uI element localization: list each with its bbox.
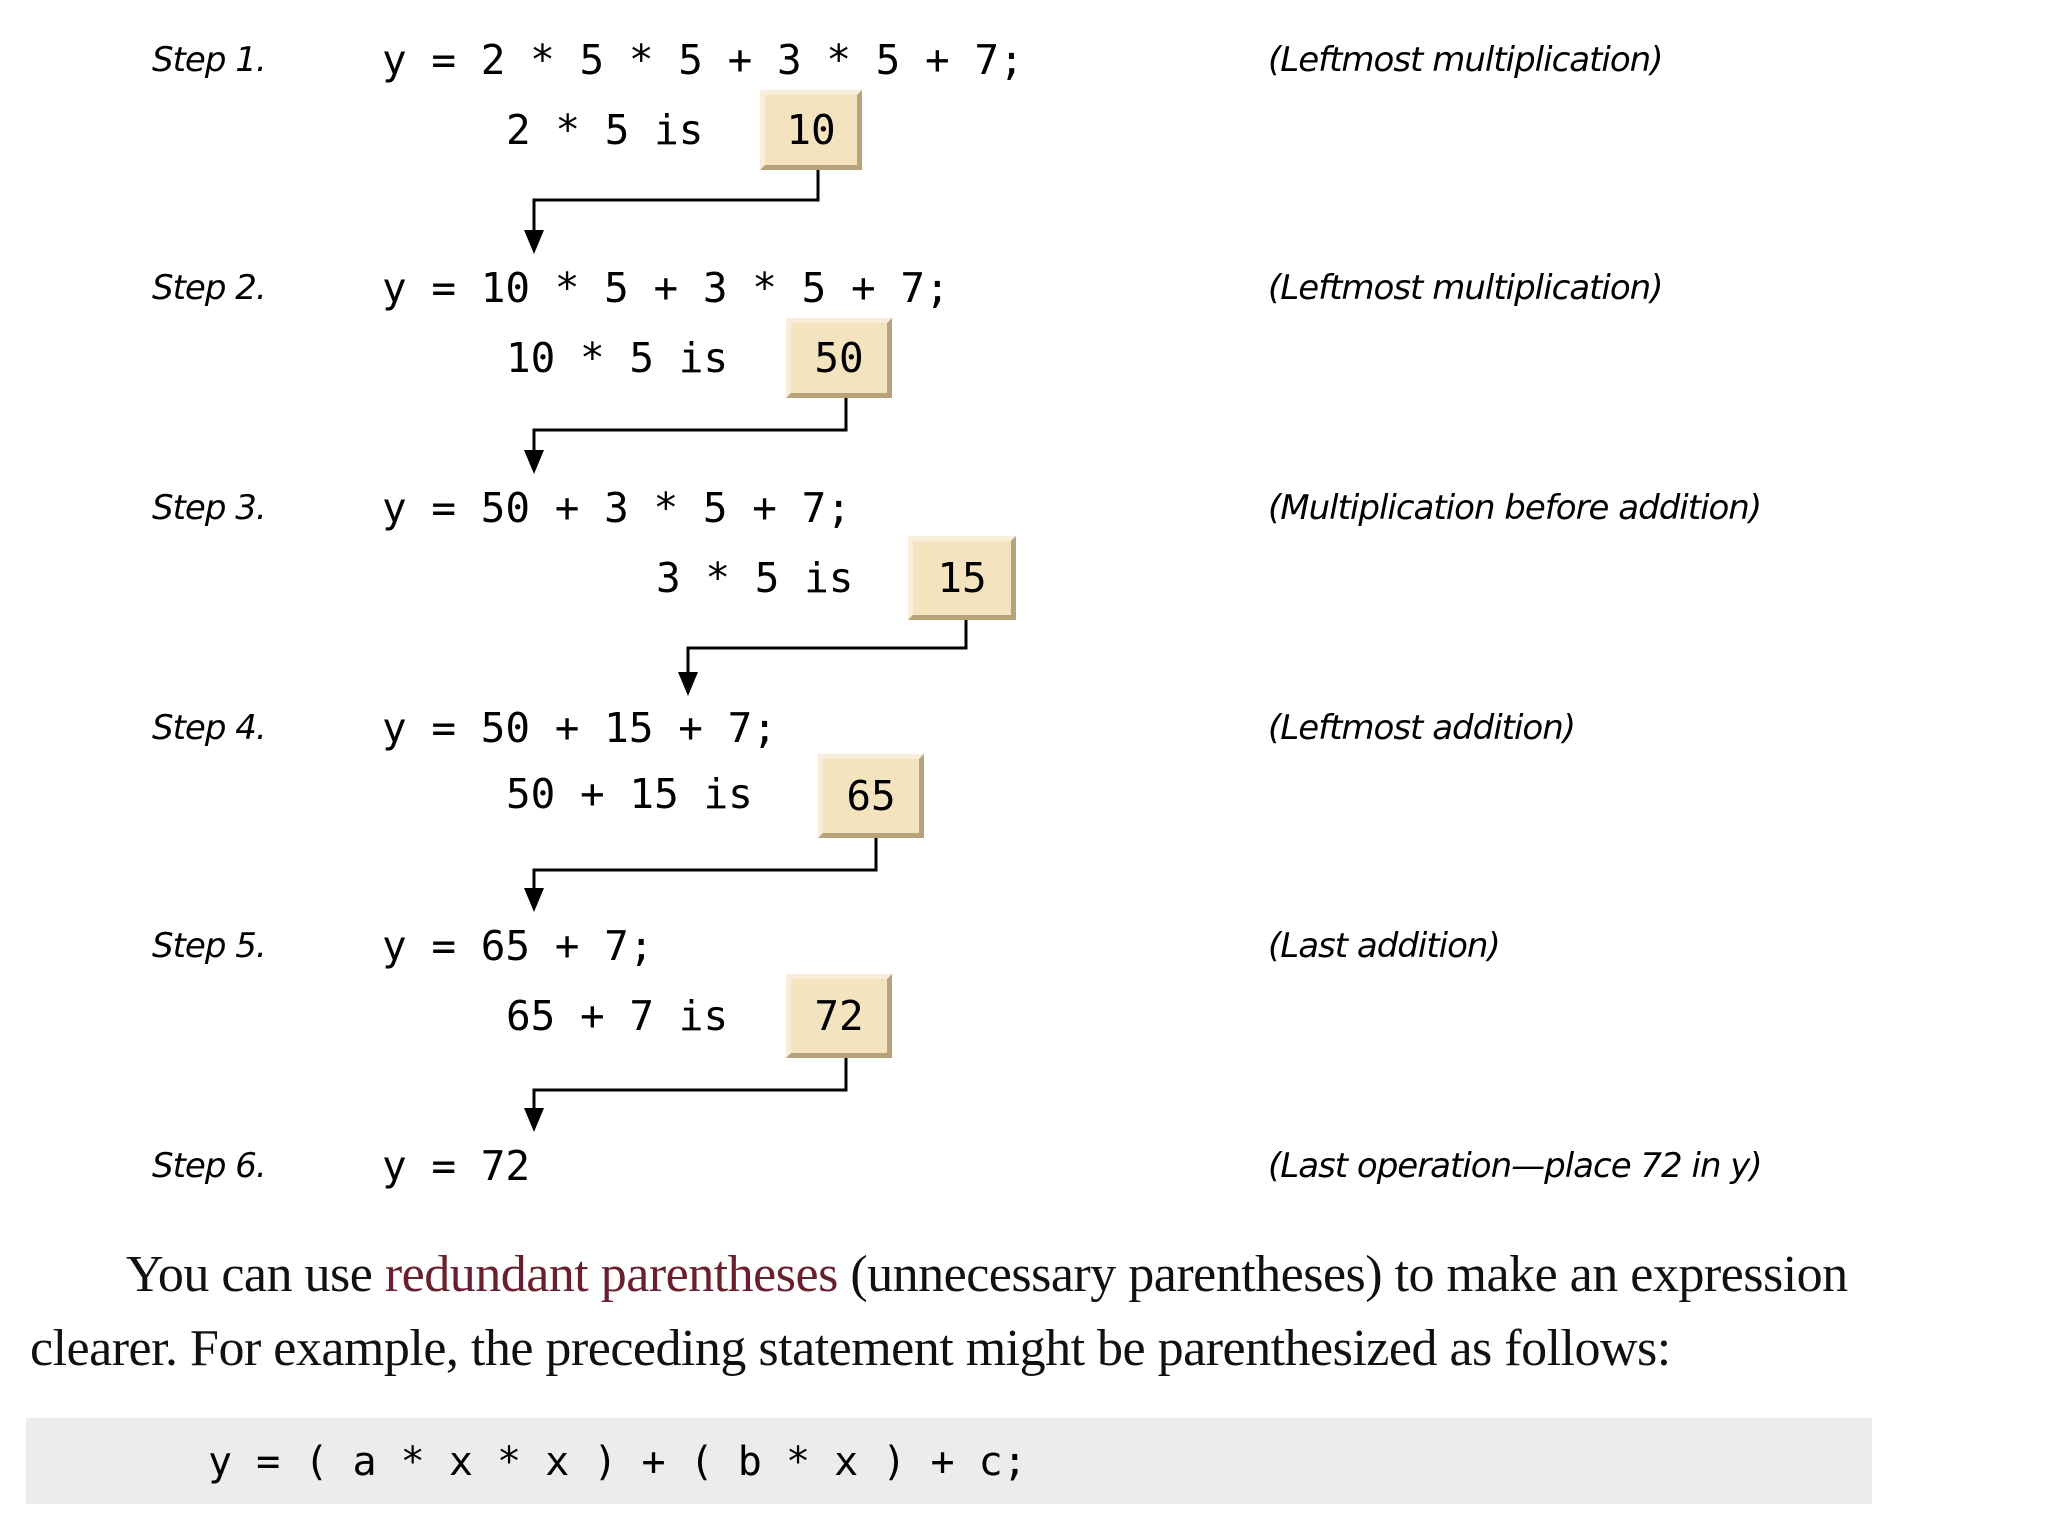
paragraph-text-before: You can use [126,1246,385,1303]
step-2-sub-expression: 10 * 5 is [506,334,729,382]
step-6-comment: (Last operation—place 72 in y) [1268,1146,1762,1186]
step-5-label: Step 5. [152,926,266,966]
arrowhead-1 [524,230,544,254]
step-1-sub-expression: 2 * 5 is [506,106,704,154]
arrow-5-to-6 [534,1058,846,1116]
step-4-result-box: 65 [818,754,924,838]
step-2-expression: y = 10 * 5 + 3 * 5 + 7; [382,264,950,312]
arrow-2-to-3 [534,398,846,458]
step-5-expression: y = 65 + 7; [382,922,654,970]
step-3-result-box: 15 [908,536,1016,620]
step-5-comment: (Last addition) [1268,926,1500,966]
body-paragraph [30,1238,1890,1386]
step-3-expression: y = 50 + 3 * 5 + 7; [382,484,851,532]
step-4-comment: (Leftmost addition) [1268,708,1576,748]
step-3-comment: (Multiplication before addition) [1268,488,1762,528]
step-5-sub-expression: 65 + 7 is [506,992,729,1040]
arrowhead-2 [524,450,544,474]
step-2-comment: (Leftmost multiplication) [1268,268,1663,308]
arrowhead-3 [678,672,698,696]
step-4-expression: y = 50 + 15 + 7; [382,704,777,752]
arrow-1-to-2 [534,170,818,238]
code-example: y = ( a * x * x ) + ( b * x ) + c; [208,1439,1027,1485]
step-3-label: Step 3. [152,488,266,528]
step-1-comment: (Leftmost multiplication) [1268,40,1663,80]
step-4-label: Step 4. [152,708,266,748]
arrow-3-to-4 [688,620,966,680]
key-term-redundant-parentheses: redundant parentheses [384,1246,838,1303]
arrow-4-to-5 [534,838,876,896]
paragraph-text-after: (unnecessary parentheses) to make an expression clearer. For example, the preceding statement might be parenthesized as follows: [30,1246,1848,1377]
step-1-result-box: 10 [760,90,862,170]
step-1-expression: y = 2 * 5 * 5 + 3 * 5 + 7; [382,36,1024,84]
step-5-result-box: 72 [786,974,892,1058]
arrowhead-5 [524,1108,544,1132]
step-3-sub-expression: 3 * 5 is [656,554,854,602]
step-6-label: Step 6. [152,1146,266,1186]
step-1-label: Step 1. [152,40,266,80]
step-6-expression: y = 72 [382,1142,531,1190]
step-4-sub-expression: 50 + 15 is [506,770,753,818]
step-2-result-box: 50 [786,318,892,398]
arrowhead-4 [524,888,544,912]
step-2-label: Step 2. [152,268,266,308]
